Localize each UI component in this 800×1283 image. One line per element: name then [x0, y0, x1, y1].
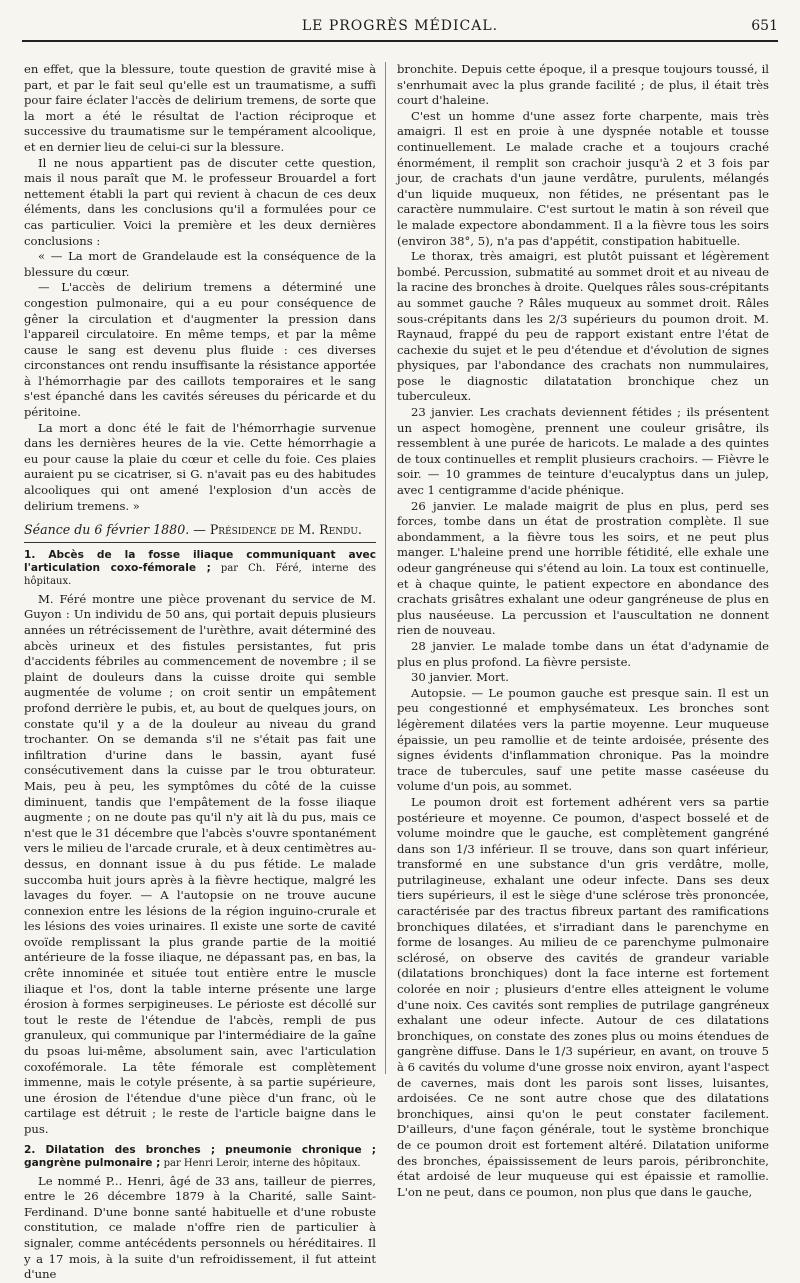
running-header — [22, 14, 778, 42]
paragraph: en effet, que la blessure, toute question de gravité mise à part, et par le fait seul qu'elle est un traumatisme, a suffi pour faire éclater l'accès de delirium tremens, de sorte que la mort a été le résultat de l'action réciproque et successive du traumatisme sur le tempérament alcoolique, et en dernier lieu de celui-ci sur la blessure. — [24, 62, 376, 154]
paragraph: Le thorax, très amaigri, est plutôt puissant et légèrement bombé. Percussion, submatité au sommet droit et au niveau de la racine des bronches à droite. Quelques râles sous-crépitants au sommet gauche ? Râles muqueux au sommet droit. Râles sous-crépitants dans les 2/3 supérieurs du poumon droit. M. Raynaud, frappé du peu de rapport existant entre l'état de cachexie du sujet et le peu d'étendue et d'évolution de signes physiques, par l'abondance des crachats non nummulaires, pose le diagnostic dilatatation bronchique chez un tuberculeux. — [397, 249, 769, 404]
paragraph: « — La mort de Grandelaude est la conséquence de la blessure du cœur. — [24, 249, 376, 279]
paragraph: C'est un homme d'une assez forte charpente, mais très amaigri. Il est en proie à une dyspnée notable et tousse continuellement. Le malade crache et a toujours craché énormément, il remplit son crachoir jusqu'à 2 et 3 fois par jour, de crachats d'un jaune verdâtre, purulents, mélangés d'un liquide muqueux, non fétides, ne présentant pas le caractère nummulaire. C'est surtout le matin à son réveil que le malade expectore abondamment. Il a la fièvre tous les soirs (environ 38°, 5), n'a pas d'appétit, constipation habituelle. — [397, 108, 769, 248]
paragraph: Autopsie. — Le poumon gauche est presque sain. Il est un peu congestionné et emphysémateux. Les bronches sont légèrement dilatées vers la partie moyenne. Leur muqueuse épaissie, un peu ramollie et de teinte ardoisée, présente des signes évidents d'inflammation chronique. Pas la moindre trace de tubercules, sauf une petite masse caséeuse du volume d'un pois, au sommet. — [397, 685, 769, 794]
section-title: 2. Dilatation des bronches ; pneumonie chronique ; gangrène pulmonaire ; — [24, 1143, 376, 1169]
paragraph: Le nommé P... Henri, âgé de 33 ans, tailleur de pierres, entre le 26 décembre 1879 à la Charité, salle Saint-Ferdinand. D'une bonne santé habituelle et d'une robuste constitution, ce malade n'offre rien de particulier à signaler, comme antécédents personnels ou héréditaires. Il y a 17 mois, à la suite d'un refroidissement, il fut atteint d'une — [24, 1173, 376, 1282]
section-heading — [24, 1144, 376, 1170]
seance-date: Séance du 6 février 1880. — [24, 522, 190, 538]
paragraph: Le poumon droit est fortement adhérent vers sa partie postérieure et moyenne. Ce poumon, d'aspect bosselé et de volume moindre que le gauche, est complètement gangréné dans son 1/3 inférieur. Il se trouve, dans son quart inférieur, transformé en une substance d'un gris verdâtre, molle, putrilagineuse, exhalant une odeur infecte. Dans ses deux tiers supérieurs, il est le siège d'une sclérose très prononcée, caractérisée par des tractus fibreux partant des ramifications bronchiques dilatées, et s'irradiant dans le parenchyme en forme de losanges. Au milieu de ce parenchyme pulmonaire sclérosé, on observe des cavités de grandeur variable (dilatations bronchiques) dont la face interne est fortement colorée en noir ; plusieurs d'entre elles atteignent le volume d'une noix. Ces cavités sont remplies de putrilage gangréneux exhalant une odeur infecte. Autour de ces dilatations bronchiques, on constate des zones plus ou moins étendues de gangrène diffuse. Dans le 1/3 supérieur, en avant, on trouve 5 à 6 cavités du volume d'une grosse noix environ, ayant l'aspect de cavernes, mais dont les parois sont lisses, luisantes, ardoisées. Ce ne sont autre chose que des dilatations bronchiques, ainsi qu'on le peut constater facilement. D'ailleurs, d'une façon générale, tout le système bronchique de ce poumon droit est fortement altéré. Dilatation uniforme des bronches, épaississement de leurs parois, péribronchite, état ardoisé de leur muqueuse qui est épaissie et ramollie. L'on ne peut, dans ce poumon, non plus que dans le gauche, — [397, 794, 769, 1199]
paragraph: 28 janvier. Le malade tombe dans un état d'adynamie de plus en plus profond. La fièvre persiste. — [397, 638, 769, 669]
paragraph: — L'accès de delirium tremens a déterminé une congestion pulmonaire, qui a eu pour conséquence de gêner la circulation et d'augmenter la pression dans l'appareil circulatoire. En même temps, et par la même cause le sang est devenu plus fluide : ces diverses circonstances ont rendu insuffisante la résistance apportée à l'hémorrhagie par des caillots temporaires et le sang s'est épanché dans les cavités séreuses du péricarde et du péritoine. — [24, 280, 376, 420]
paragraph: bronchite. Depuis cette époque, il a presque toujours toussé, il s'enrhumait avec la plus grande facilité ; de plus, il était très court d'haleine. — [397, 62, 769, 108]
section-title: 1. Abcès de la fosse iliaque communiquant avec l'articulation coxo-fémorale ; — [24, 548, 376, 574]
section-heading — [24, 549, 376, 588]
column-rule — [385, 62, 386, 1074]
paragraph: 23 janvier. Les crachats deviennent fétides ; ils présentent un aspect homogène, prennent une couleur grisâtre, ils ressemblent à une purée de haricots. Le malade a des quintes de toux continuelles et remplit plusieurs crachoirs. — Fièvre le soir. — 10 grammes de teinture d'eucalyptus dans un julep, avec 1 centigramme d'acide phénique. — [397, 405, 769, 498]
paragraph: 30 janvier. Mort. — [411, 670, 509, 685]
section-author: par Henri Leroir, interne des hôpitaux. — [160, 1157, 361, 1169]
paragraph: Il ne nous appartient pas de discuter cette question, mais il nous paraît que M. le professeur Brouardel a fort nettement établi la part qui revient à chacun de ces deux éléments, dans les conclusions qu'il a formulées pour ce cas particulier. Voici la première et les deux dernières conclusions : — [24, 155, 376, 248]
paragraph: M. Féré montre une pièce provenant du service de M. Guyon : Un individu de 50 ans, qui portait depuis plusieurs années un rétrécissement de l'urèthre, avait déterminé des abcès urineux et des fistules persistantes, fut pris d'accidents fébriles au commencement de novembre ; il se plaint de douleurs dans la cuisse droite qui semble augmentée de volume ; on croit sentir un empâtement profond derrière le pubis, et, au bout de quelques jours, on constate qu'il y a de la douleur au niveau du grand trochanter. On se demanda s'il ne s'était pas fait une infiltration d'urine dans le bassin, ayant fusé consécutivement dans la cuisse par le trou obturateur. Mais, peu à peu, les symptômes du côté de la cuisse diminuent, tandis que l'empâtement de la fosse iliaque augmente ; on ne doute pas qu'il n'y ait là du pus, mais ce n'est que le 31 décembre que l'abcès s'ouvre spontanément vers le milieu de l'arcade crurale, et à deux centimètres au-dessus, en donnant issue à du pus fétide. Le malade succomba huit jours après à la fièvre hectique, malgré les lavages du foyer. — A l'autopsie on ne trouve aucune connexion entre les lésions de la région inguino-crurale et les lésions des voies urinaires. Il existe une sorte de cavité ovoïde remplissant la plus grande partie de la moitié antérieure de la fosse iliaque, ne dépassant pas, en bas, la crête innominée et située tout entière entre le muscle iliaque et l'os, dont la table interne présente une large érosion à formes serpigineuses. Le périoste est décollé sur tout le reste de l'étendue de l'abcès, rempli de pus granuleux, qui communique par l'intermédiaire de la gaîne du psoas lui-même, absolument sain, avec l'articulation coxofémorale. La tête fémorale est complètement immenne, mais le cotyle présente, à sa partie supérieure, une érosion de l'étendue d'une pièce d'un franc, où le cartilage est détruit ; le reste de l'article baigne dans le pus. — [24, 591, 376, 1136]
paragraph: La mort a donc été le fait de l'hémorrhagie survenue dans les dernières heures de la vie. Cette hémorrhagie a eu pour cause la plaie du cœur et celle du foie. Ces plaies auraient pu se cicatriser, si G. n'avait pas eu des habitudes alcooliques qui ont amené l'explosion d'un accès de delirium tremens. » — [24, 420, 376, 513]
right-column — [397, 62, 769, 1199]
journal-title: LE PROGRÈS MÉDICAL. — [301, 18, 499, 34]
seance-presidence: — Présidence de M. Rendu. — [189, 522, 362, 538]
seance-heading — [24, 522, 376, 543]
left-column — [24, 62, 376, 1282]
page-number: 651 — [751, 18, 778, 34]
section-author: par Ch. Féré, interne des hôpitaux. — [24, 562, 376, 587]
paragraph: 26 janvier. Le malade maigrit de plus en plus, perd ses forces, tombe dans un état de prostration complète. Il sue abondamment, a la fièvre tous les soirs, et ne peut plus manger. L'haleine prend une horrible fétidité, elle exhale une odeur gangréneuse qui s'étend au loin. La toux est continuelle, et à chaque quinte, le patient expectore en abondance des crachats grisâtres exhalant une odeur gangréneuse de plus en plus nauséeuse. La percussion et l'auscultation ne donnent rien de nouveau. — [397, 498, 769, 638]
